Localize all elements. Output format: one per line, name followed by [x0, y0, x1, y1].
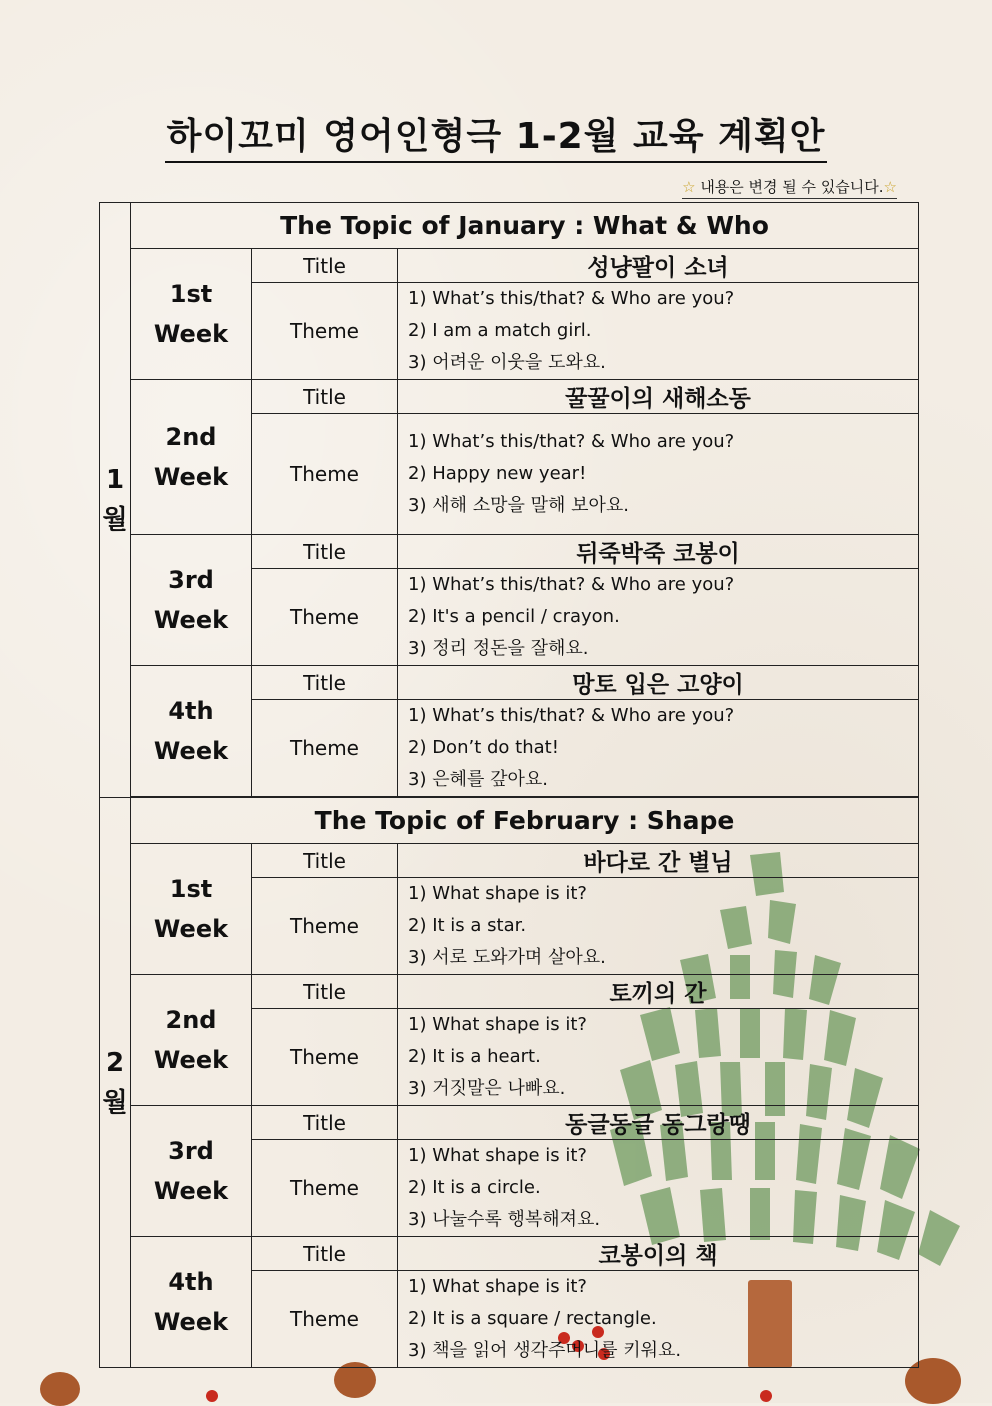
- theme-label: Theme: [252, 878, 398, 975]
- theme-list: 1) What’s this/that? & Who are you? 2) Don’t do that! 3) 은혜를 갚아요.: [398, 700, 919, 797]
- theme-list: 1) What’s this/that? & Who are you? 2) I am a match girl. 3) 어려운 이웃을 도와요.: [398, 283, 919, 380]
- story-title: 꿀꿀이의 새해소동: [398, 380, 919, 414]
- theme-label: Theme: [252, 1271, 398, 1368]
- month-cell-january: 1 월: [100, 203, 131, 798]
- theme-list: 1) What shape is it? 2) It is a circle. 3) 나눌수록 행복해져요.: [398, 1140, 919, 1237]
- acorn-icon: [40, 1372, 80, 1406]
- theme-list: 1) What shape is it? 2) It is a star. 3) 서로 도와가며 살아요.: [398, 878, 919, 975]
- star-icon: ☆: [883, 178, 897, 196]
- topic-february: The Topic of February : Shape: [131, 798, 919, 844]
- berry-icon: [760, 1390, 772, 1402]
- title-label: Title: [252, 535, 398, 569]
- title-label: Title: [252, 666, 398, 700]
- theme-list: 1) What shape is it? 2) It is a square / rectangle. 3) 책을 읽어 생각주머니를 키워요.: [398, 1271, 919, 1368]
- change-notice: [682, 176, 897, 199]
- story-title: 코봉이의 책: [398, 1237, 919, 1271]
- theme-list: 1) What’s this/that? & Who are you? 2) It's a pencil / crayon. 3) 정리 정돈을 잘해요.: [398, 569, 919, 666]
- theme-label: Theme: [252, 1140, 398, 1237]
- week-label: 2nd Week: [131, 380, 252, 535]
- week-label: 4th Week: [131, 666, 252, 797]
- story-title: 토끼의 간: [398, 975, 919, 1009]
- berry-icon: [206, 1390, 218, 1402]
- theme-label: Theme: [252, 1009, 398, 1106]
- theme-label: Theme: [252, 569, 398, 666]
- week-label: 1st Week: [131, 249, 252, 380]
- story-title: 뒤죽박죽 코봉이: [398, 535, 919, 569]
- week-label: 4th Week: [131, 1237, 252, 1368]
- month-cell-february: 2 월: [100, 798, 131, 1368]
- star-icon: ☆: [682, 178, 696, 196]
- topic-january: The Topic of January : What & Who: [131, 203, 919, 249]
- page-title-wrap: [0, 108, 992, 163]
- story-title: 바다로 간 별님: [398, 844, 919, 878]
- story-title: 망토 입은 고양이: [398, 666, 919, 700]
- title-label: Title: [252, 844, 398, 878]
- week-label: 3rd Week: [131, 1106, 252, 1237]
- theme-label: Theme: [252, 283, 398, 380]
- theme-label: Theme: [252, 700, 398, 797]
- week-label: 1st Week: [131, 844, 252, 975]
- lesson-plan-table: [99, 202, 919, 1368]
- notice-text: 내용은 변경 될 수 있습니다.: [700, 178, 884, 196]
- title-label: Title: [252, 249, 398, 283]
- story-title: 성냥팔이 소녀: [398, 249, 919, 283]
- title-label: Title: [252, 1106, 398, 1140]
- title-label: Title: [252, 1237, 398, 1271]
- theme-list: 1) What’s this/that? & Who are you? 2) Happy new year! 3) 새해 소망을 말해 보아요.: [398, 414, 919, 535]
- week-label: 2nd Week: [131, 975, 252, 1106]
- title-label: Title: [252, 380, 398, 414]
- story-title: 동글동글 동그랑땡: [398, 1106, 919, 1140]
- week-label: 3rd Week: [131, 535, 252, 666]
- page-title: 하이꼬미 영어인형극 1-2월 교육 계획안: [165, 108, 828, 163]
- theme-label: Theme: [252, 414, 398, 535]
- title-label: Title: [252, 975, 398, 1009]
- theme-list: 1) What shape is it? 2) It is a heart. 3) 거짓말은 나빠요.: [398, 1009, 919, 1106]
